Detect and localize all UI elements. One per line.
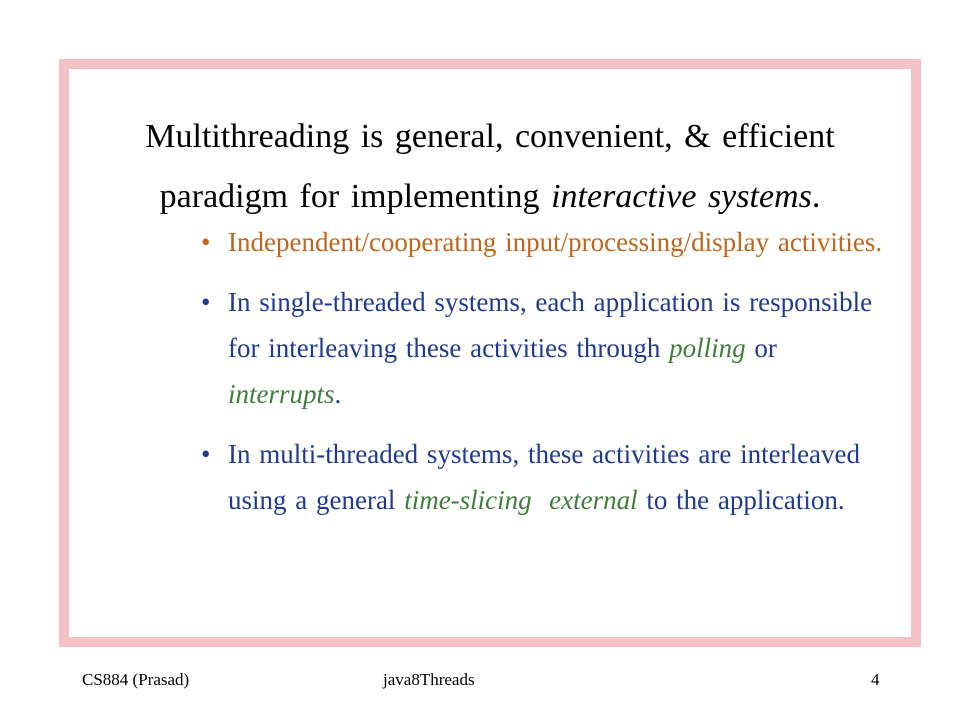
bullet-3-space bbox=[532, 485, 550, 515]
bullet-3-time-slicing: time-slicing bbox=[404, 485, 532, 515]
heading-emphasis: interactive systems bbox=[551, 178, 812, 215]
page-number: 4 bbox=[871, 670, 880, 689]
bullet-dot: • bbox=[201, 227, 211, 257]
bullet-1-text: Independent/cooperating input/processing/display activities. bbox=[228, 227, 883, 257]
bullet-2-text: In single-threaded systems, each application is responsible for interleaving these activities through bbox=[228, 287, 873, 363]
bullet-3-external: external bbox=[549, 485, 638, 515]
bullet-dot: • bbox=[201, 287, 211, 317]
bullet-2-interrupts: interrupts bbox=[228, 379, 335, 409]
bullet-dot: • bbox=[201, 439, 211, 469]
bullet-item-2 bbox=[201, 279, 891, 417]
bullet-item-1 bbox=[201, 219, 891, 265]
heading-line-2 bbox=[69, 167, 911, 227]
heading-line-2-text: paradigm for implementing bbox=[159, 178, 552, 215]
bullet-list bbox=[201, 219, 891, 537]
bullet-3-end: to the application. bbox=[637, 485, 845, 515]
bullet-item-3 bbox=[201, 431, 891, 523]
bullet-3-text: In multi-threaded systems, these activities are interleaved using a general bbox=[228, 439, 861, 515]
heading-line-1: Multithreading is general, convenient, & efficient bbox=[145, 118, 835, 155]
heading-period: . bbox=[811, 178, 821, 215]
slide-heading bbox=[69, 107, 911, 227]
bullet-2-polling: polling bbox=[669, 333, 746, 363]
footer-course: CS884 (Prasad) bbox=[82, 670, 190, 689]
footer-title: java8Threads bbox=[383, 670, 475, 689]
slide-frame bbox=[59, 59, 921, 647]
bullet-2-or: or bbox=[745, 333, 777, 363]
bullet-2-end: . bbox=[334, 379, 342, 409]
